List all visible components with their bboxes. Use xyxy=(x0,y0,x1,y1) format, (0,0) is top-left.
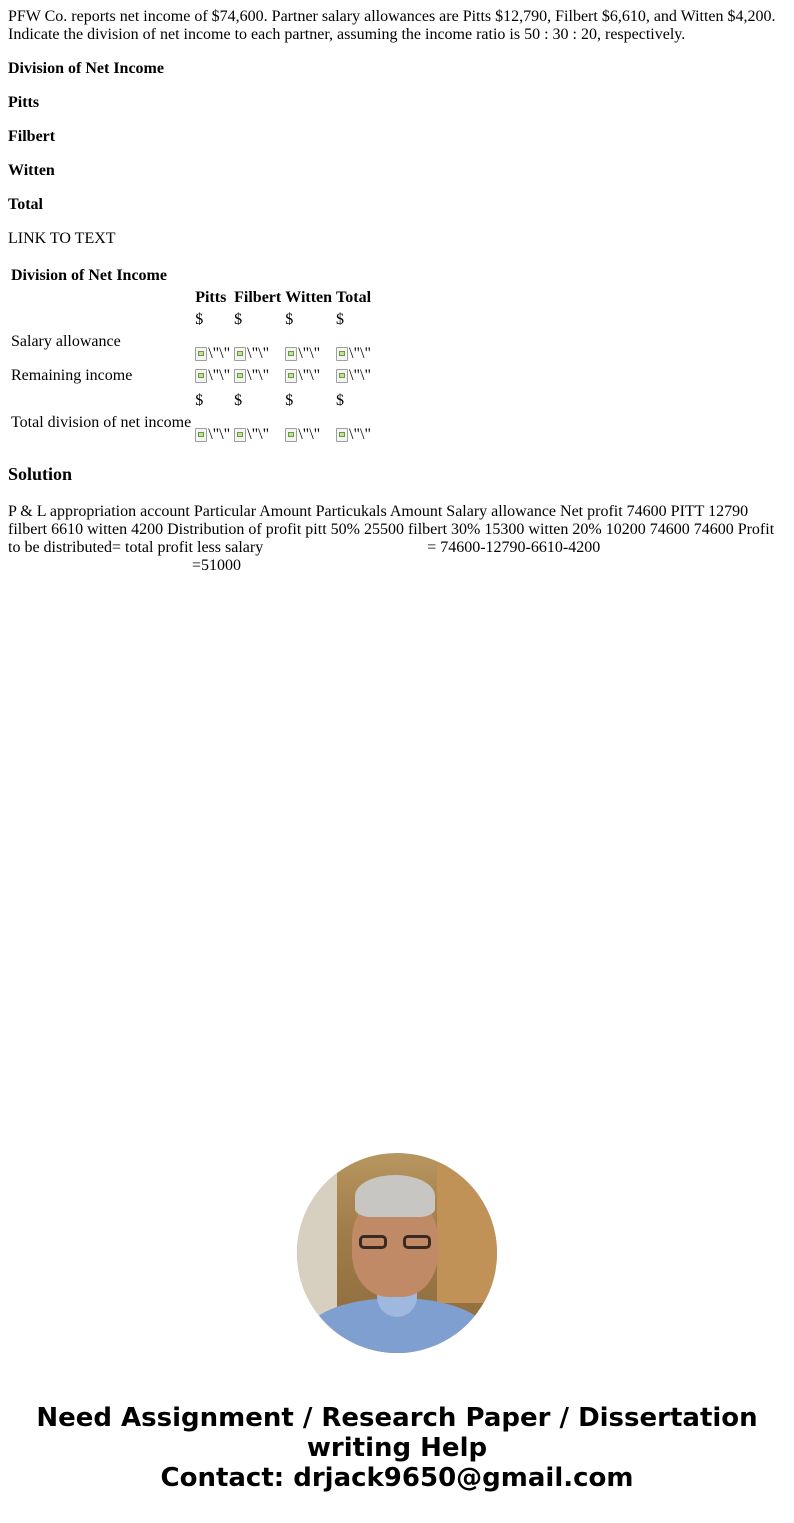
broken-image-icon xyxy=(285,369,297,383)
input-image[interactable] xyxy=(234,426,281,444)
link-to-text[interactable]: LINK TO TEXT xyxy=(8,230,116,247)
heading-witten: Witten xyxy=(8,162,55,179)
input-image[interactable] xyxy=(336,367,371,385)
currency-symbol: $ xyxy=(336,392,345,409)
input-image[interactable] xyxy=(234,367,269,385)
division-table xyxy=(8,264,374,447)
broken-image-icon xyxy=(195,347,207,361)
question-text: PFW Co. reports net income of $74,600. Partner salary allowances are Pitts $12,790, Filbert $6,610, and Witten $4,200. Indicate the division of net income to each partner, assuming the income ratio is 50 : 30 : 20, respectively. xyxy=(8,8,776,43)
table-row-salary xyxy=(10,310,372,364)
heading-pitts: Pitts xyxy=(8,94,40,111)
currency-symbol: $ xyxy=(234,311,243,328)
promo-line-2: Contact: drjack9650@gmail.com xyxy=(160,1463,634,1493)
cell-remaining-witten xyxy=(284,366,333,389)
broken-image-icon xyxy=(234,347,246,361)
input-image[interactable] xyxy=(336,345,371,363)
table-title-row xyxy=(10,266,372,286)
solution-text: P & L appropriation account Particular Amount Particukals Amount Salary allowance Net profit 74600 PITT 12790 filbert 6610 witten 4200 Distribution of profit pitt 50% 25500 filbert 30% 15300 witten 20% 10200 74600 74600 Profit to be distributed= total profit less salary = 74600-12790-6610-4200 =51000 xyxy=(8,503,775,574)
cell-total-pitts xyxy=(194,391,231,445)
cell-remaining-filbert xyxy=(233,366,282,389)
promo-banner xyxy=(0,1403,794,1493)
currency-symbol: $ xyxy=(285,392,294,409)
broken-image-icon xyxy=(234,428,246,442)
cell-remaining-total xyxy=(335,366,372,389)
image-alt-text: \"\" xyxy=(298,426,321,443)
image-alt-text: \"\" xyxy=(208,367,231,384)
table-row-total-division xyxy=(10,391,372,445)
currency-symbol: $ xyxy=(195,392,204,409)
broken-image-icon xyxy=(336,347,348,361)
cell-total-filbert xyxy=(233,391,282,445)
table-header-row xyxy=(10,288,372,308)
table-title: Division of Net Income xyxy=(11,267,167,284)
broken-image-icon xyxy=(195,428,207,442)
cell-salary-filbert xyxy=(233,310,282,364)
row-label-remaining: Remaining income xyxy=(11,367,133,384)
question-content xyxy=(8,8,786,575)
broken-image-icon xyxy=(336,428,348,442)
input-image[interactable] xyxy=(285,367,320,385)
author-avatar xyxy=(297,1153,497,1353)
heading-division: Division of Net Income xyxy=(8,60,164,77)
input-image[interactable] xyxy=(195,367,230,385)
input-image[interactable] xyxy=(234,345,281,363)
column-header-pitts: Pitts xyxy=(195,289,227,306)
currency-symbol: $ xyxy=(336,311,345,328)
column-header-filbert: Filbert xyxy=(234,289,282,306)
input-image[interactable] xyxy=(195,426,230,444)
broken-image-icon xyxy=(195,369,207,383)
broken-image-icon xyxy=(285,428,297,442)
cell-salary-witten xyxy=(284,310,333,364)
image-alt-text: \"\" xyxy=(208,426,231,443)
currency-symbol: $ xyxy=(234,392,243,409)
cell-salary-total xyxy=(335,310,372,364)
image-alt-text: \"\" xyxy=(247,345,270,362)
input-image[interactable] xyxy=(195,345,230,363)
row-label-salary: Salary allowance xyxy=(11,332,121,350)
heading-filbert: Filbert xyxy=(8,128,56,145)
input-image[interactable] xyxy=(285,345,332,363)
column-header-total: Total xyxy=(336,289,372,306)
table-row-remaining xyxy=(10,366,372,389)
cell-salary-pitts xyxy=(194,310,231,364)
solution-heading: Solution xyxy=(8,464,73,484)
image-alt-text: \"\" xyxy=(349,367,371,384)
currency-symbol: $ xyxy=(195,311,204,328)
cell-total-witten xyxy=(284,391,333,445)
currency-symbol: $ xyxy=(285,311,294,328)
heading-total: Total xyxy=(8,196,43,213)
image-alt-text: \"\" xyxy=(208,345,231,362)
image-alt-text: \"\" xyxy=(349,345,371,362)
broken-image-icon xyxy=(234,369,246,383)
author-photo xyxy=(297,1153,497,1353)
column-header-witten: Witten xyxy=(285,289,333,306)
table-header-spacer xyxy=(10,288,192,308)
row-label-total-division: Total division of net income xyxy=(11,413,192,431)
cell-total-total xyxy=(335,391,372,445)
image-alt-text: \"\" xyxy=(298,345,321,362)
broken-image-icon xyxy=(285,347,297,361)
image-alt-text: \"\" xyxy=(298,367,321,384)
promo-line-1: Need Assignment / Research Paper / Dissertation writing Help xyxy=(36,1403,758,1463)
input-image[interactable] xyxy=(285,426,332,444)
image-alt-text: \"\" xyxy=(247,426,270,443)
input-image[interactable] xyxy=(336,426,371,444)
broken-image-icon xyxy=(336,369,348,383)
cell-remaining-pitts xyxy=(194,366,231,389)
image-alt-text: \"\" xyxy=(247,367,270,384)
image-alt-text: \"\" xyxy=(349,426,371,443)
